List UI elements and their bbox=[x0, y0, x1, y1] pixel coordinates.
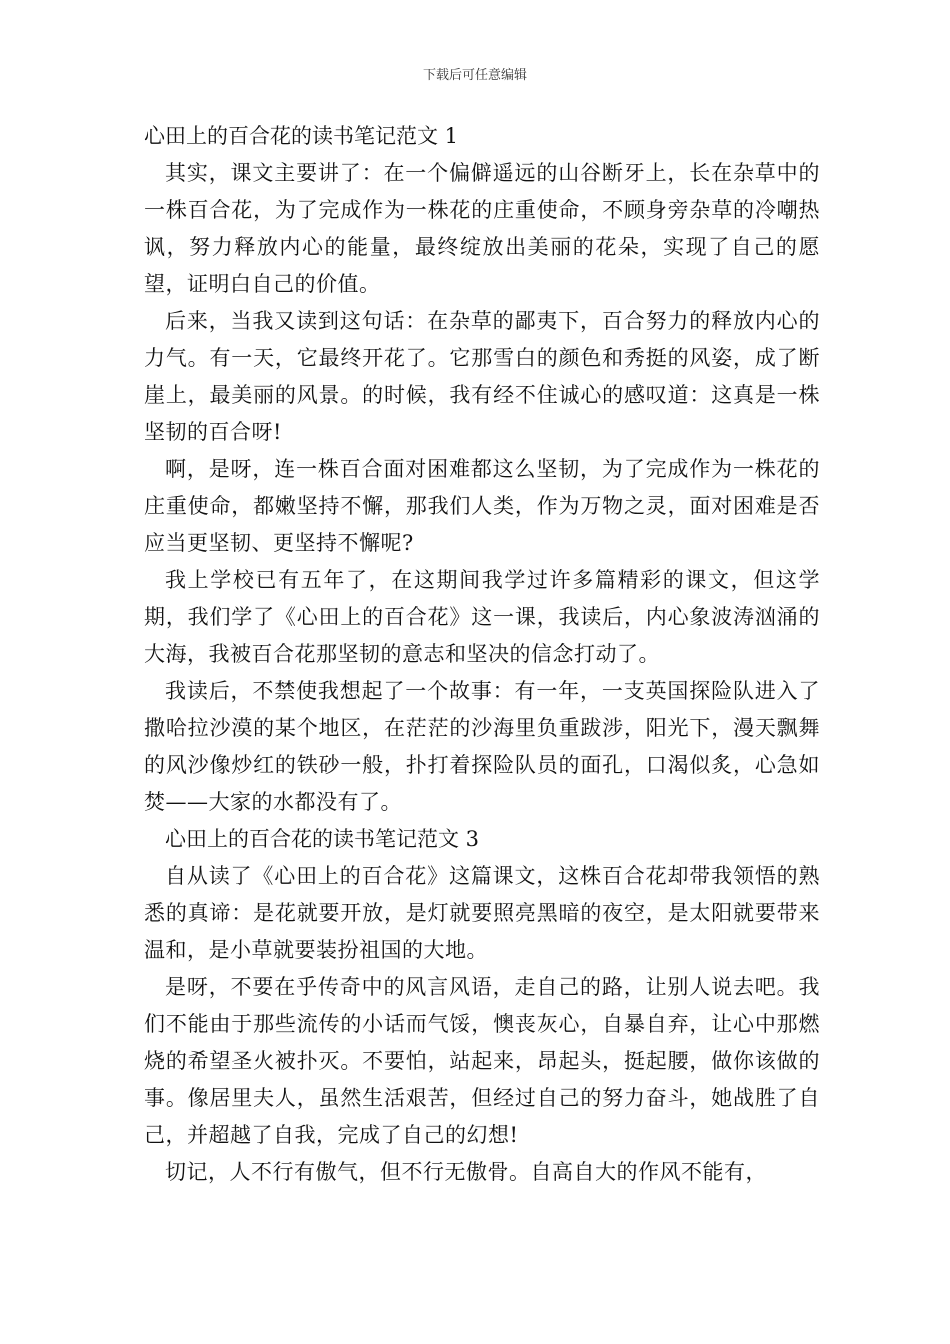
paragraph: 自从读了《心田上的百合花》这篇课文，这株百合花却带我领悟的熟悉的真谛：是花就要开放，是灯就要照亮黑暗的夜空，是太阳就要带来温和，是小草就要装扮祖国的大地。 bbox=[144, 864, 820, 962]
paragraph: 啊，是呀，连一株百合面对困难都这么坚韧，为了完成作为一株花的庄重使命，都嫩坚持不懈，那我们人类，作为万物之灵，面对困难是否应当更坚韧、更坚持不懈呢? bbox=[144, 457, 820, 555]
paragraph: 我上学校已有五年了，在这期间我学过许多篇精彩的课文，但这学期，我们学了《心田上的百合花》这一课，我读后，内心象波涛汹涌的大海，我被百合花那坚韧的意志和坚决的信念打动了。 bbox=[144, 568, 820, 666]
paragraph: 是呀，不要在乎传奇中的风言风语，走自己的路，让别人说去吧。我们不能由于那些流传的小话而气馁，懊丧灰心，自暴自弃，让心中那燃烧的希望圣火被扑灭。不要怕，站起来，昂起头，挺起腰，做你该做的事。像居里夫人，虽然生活艰苦，但经过自己的努力奋斗，她战胜了自己，并超越了自我，完成了自己的幻想! bbox=[144, 975, 820, 1147]
paragraph: 后来，当我又读到这句话：在杂草的鄙夷下，百合努力的释放内心的力气。有一天，它最终开花了。它那雪白的颜色和秀挺的风姿，成了断崖上，最美丽的风景。的时候，我有经不住诚心的感叹道：这真是一株坚韧的百合呀! bbox=[144, 309, 820, 444]
section-title-3: 心田上的百合花的读书笔记范文 3 bbox=[165, 827, 480, 851]
paragraph: 其实，课文主要讲了：在一个偏僻遥远的山谷断牙上，长在杂草中的一株百合花，为了完成作为一株花的庄重使命，不顾身旁杂草的冷嘲热讽，努力释放内心的能量，最终绽放出美丽的花朵，实现了自己的愿望，证明白自己的价值。 bbox=[144, 161, 820, 296]
paragraph: 切记，人不行有傲气，但不行无傲骨。自高自大的作风不能有， bbox=[165, 1160, 767, 1184]
section-title-1: 心田上的百合花的读书笔记范文 1 bbox=[144, 124, 459, 148]
document-body bbox=[144, 118, 820, 1191]
paragraph: 我读后，不禁使我想起了一个故事：有一年，一支英国探险队进入了撒哈拉沙漠的某个地区，在茫茫的沙海里负重跋涉，阳光下，漫天飘舞的风沙像炒红的铁砂一般，扑打着探险队员的面孔，口渴似炙，心急如焚——大家的水都没有了。 bbox=[144, 679, 820, 814]
page-header: 下载后可任意编辑 bbox=[422, 68, 527, 83]
